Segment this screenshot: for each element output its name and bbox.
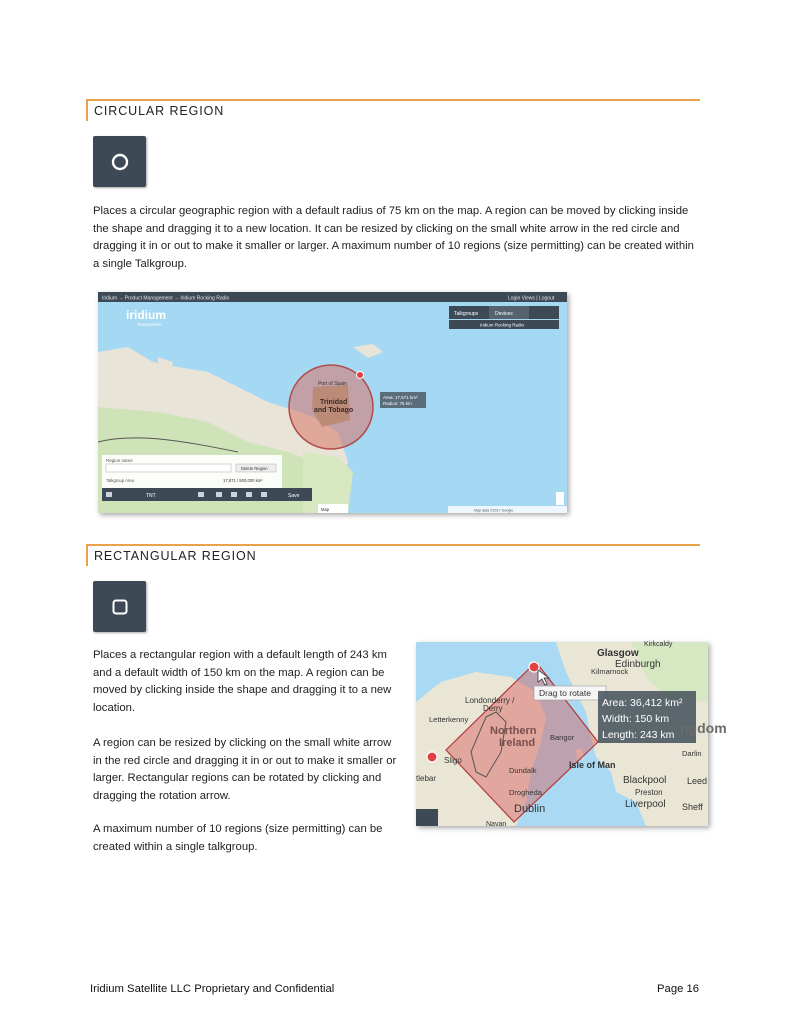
svg-text:Talkgroups: Talkgroups — [454, 311, 479, 317]
circle-icon — [110, 152, 130, 172]
svg-text:Drogheda: Drogheda — [509, 788, 542, 797]
svg-text:and Tobago: and Tobago — [314, 407, 354, 414]
svg-text:Bangor: Bangor — [550, 733, 575, 742]
svg-text:Kilmarnock: Kilmarnock — [591, 667, 629, 676]
resize-handle[interactable] — [357, 372, 364, 379]
svg-text:Iridium Rocking Radio: Iridium Rocking Radio — [480, 322, 525, 328]
svg-text:Delete Region: Delete Region — [241, 466, 268, 471]
svg-text:Edinburgh: Edinburgh — [615, 659, 661, 670]
svg-text:Isle of Man: Isle of Man — [569, 760, 616, 770]
section-heading-circular: CIRCULAR REGION — [86, 99, 700, 121]
svg-text:Area: 36,412 km²: Area: 36,412 km² — [602, 697, 683, 709]
zoom-controls[interactable] — [556, 492, 564, 505]
section-heading-rectangular: RECTANGULAR REGION — [86, 544, 700, 566]
map-control-button[interactable] — [416, 809, 438, 826]
settings-controls[interactable] — [529, 306, 559, 319]
svg-text:Radius: 75 km: Radius: 75 km — [383, 401, 412, 406]
svg-text:Navan: Navan — [486, 821, 507, 828]
logo-tagline: Everywhere — [138, 322, 162, 327]
svg-text:Sligo: Sligo — [444, 756, 462, 765]
svg-text:Length: 243 km: Length: 243 km — [602, 729, 675, 741]
svg-text:Area: 17,671 km²: Area: 17,671 km² — [383, 395, 418, 400]
rectangle-icon — [110, 597, 130, 617]
svg-text:Devices: Devices — [495, 311, 513, 317]
svg-text:Drag to rotate: Drag to rotate — [539, 688, 591, 698]
map-screenshot — [416, 641, 727, 828]
rectangular-region-screenshot — [416, 641, 727, 828]
svg-text:ngdom: ngdom — [680, 720, 727, 736]
svg-text:Sheff: Sheff — [682, 802, 703, 812]
rectangular-paragraph-1: Places a rectangular region with a default length of 243 km and a default width of 150 km on the map. A region can be moved by clicking inside the shape and dragging it to a new location. — [93, 649, 392, 714]
breadcrumb: Iridium → Product Management → Iridium Rocking Radio — [102, 295, 230, 302]
region-name-input[interactable] — [106, 464, 231, 472]
toolbar-tnt[interactable]: TNT — [146, 493, 156, 499]
map-toolbar[interactable] — [102, 488, 312, 501]
rotation-handle[interactable] — [529, 662, 539, 672]
circular-region-screenshot — [98, 292, 567, 513]
svg-text:Dundalk: Dundalk — [509, 766, 537, 775]
svg-text:Darlin: Darlin — [682, 749, 702, 758]
svg-text:Derry: Derry — [483, 704, 503, 713]
logo: iridium — [126, 308, 167, 322]
resize-handle[interactable] — [427, 752, 437, 762]
rectangle-tool-button[interactable] — [93, 581, 146, 632]
circle-tool-button[interactable] — [93, 136, 146, 187]
svg-text:Ireland: Ireland — [499, 737, 536, 749]
svg-text:Glasgow: Glasgow — [597, 648, 639, 659]
footer-page-number: Page 16 — [657, 983, 700, 995]
map-attribution: Map data ©2017 Google — [474, 508, 514, 513]
svg-text:Map: Map — [321, 507, 330, 512]
svg-text:Dublin: Dublin — [514, 803, 546, 815]
user-links[interactable]: Login Views | Logout — [508, 295, 555, 302]
rectangular-paragraph-3: A maximum number of 10 regions (size permitting) can be created within a single talkgroup. — [93, 823, 383, 853]
svg-text:17,671 / 500,000 km²: 17,671 / 500,000 km² — [223, 478, 263, 483]
svg-text:Londonderry /: Londonderry / — [465, 696, 515, 705]
rectangular-paragraph-2: A region can be resized by clicking on the small white arrow in the red circle and dragging it in or out to make it smaller or larger. Rectangular regions can be rotated by clicking and dragging the rotation arrow. — [93, 737, 397, 802]
footer-confidential: Iridium Satellite LLC Proprietary and Confidential — [90, 983, 335, 995]
svg-text:tlebar: tlebar — [416, 774, 437, 783]
svg-text:Preston: Preston — [635, 788, 663, 797]
svg-text:Leed: Leed — [687, 776, 708, 786]
svg-text:Talkgroup Area: Talkgroup Area — [106, 478, 134, 483]
svg-text:Liverpool: Liverpool — [625, 799, 666, 810]
svg-text:Width: 150 km: Width: 150 km — [602, 713, 670, 725]
svg-text:Letterkenny: Letterkenny — [429, 715, 469, 724]
toolbar-save[interactable]: Save — [288, 493, 300, 499]
city-label: Port of Spain — [318, 381, 347, 387]
svg-text:Northern: Northern — [490, 725, 537, 737]
svg-text:Blackpool: Blackpool — [623, 775, 667, 786]
island-name: Trinidad — [320, 399, 348, 406]
circular-description: Places a circular geographic region with a default radius of 75 km on the map. A region can be moved by clicking inside the shape and dragging it to a new location. It can be resized by clicking on the small white arrow in the red circle and dragging it in or out to make it smaller or larger. A maximum number of 10 regions (size permitting) can be created within a single Talkgroup. — [93, 205, 694, 270]
svg-text:Region name: Region name — [106, 458, 133, 463]
svg-text:Kirkcaldy: Kirkcaldy — [644, 641, 673, 648]
map-screenshot — [98, 292, 567, 513]
